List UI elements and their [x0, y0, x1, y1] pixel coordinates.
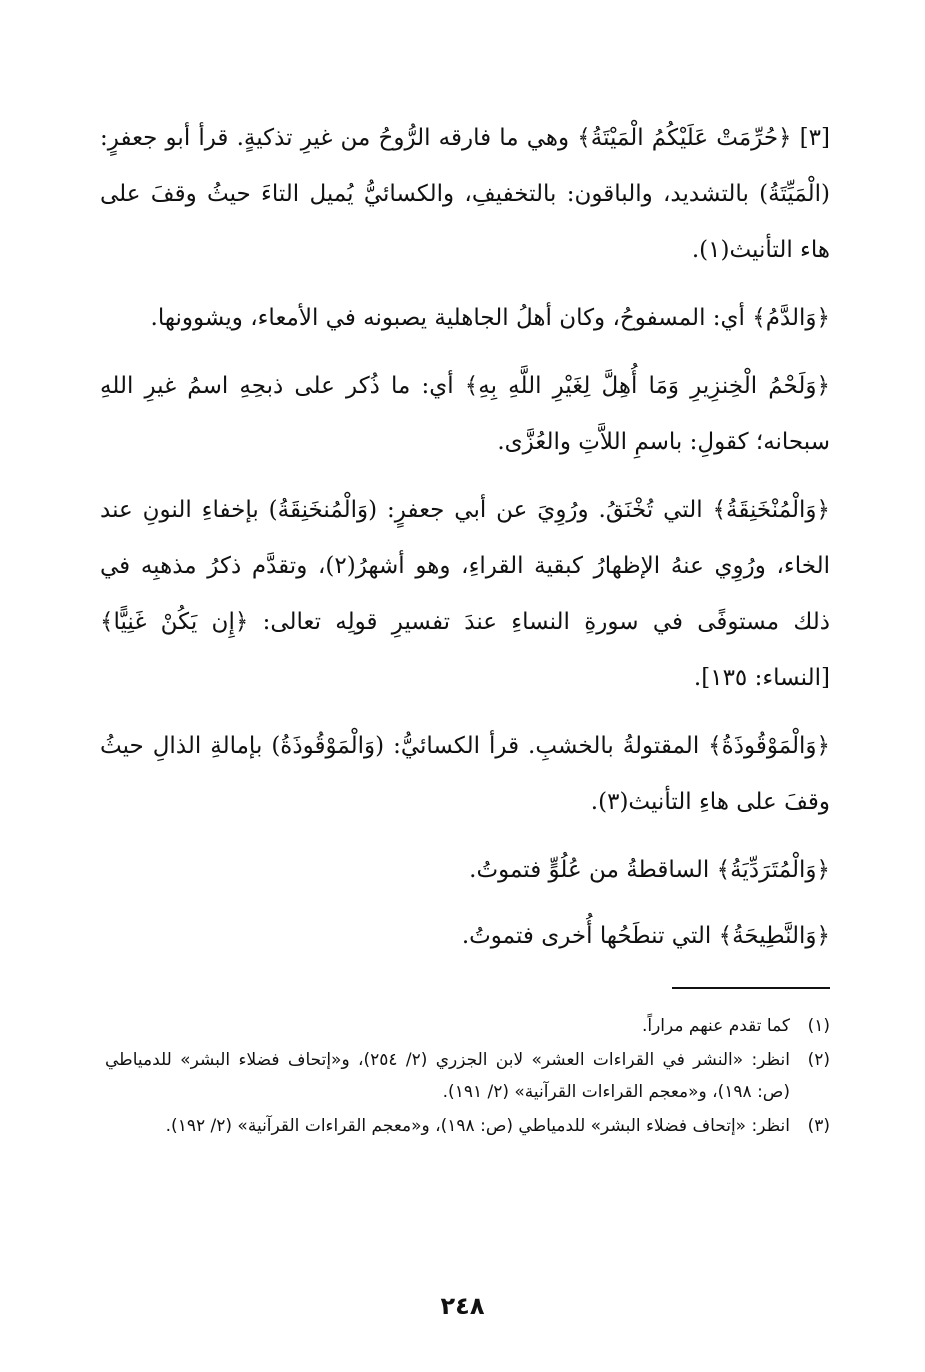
footnote-text: انظر: «إتحاف فضلاء البشر» للدمياطي (ص: ١٩٨)، و«معجم القراءات القرآنية» (٢/ ١٩٢).	[165, 1116, 790, 1136]
footnote-item	[105, 1044, 830, 1108]
paragraph-gored: ﴿وَالنَّطِيحَةُ﴾ التي تنطَحُها أُخرى فتموتُ.	[461, 923, 830, 949]
footnote-number: (١)	[807, 1016, 830, 1036]
paragraph-fallen: ﴿وَالْمُتَرَدِّيَةُ﴾ الساقطةُ من عُلُوٍّ فتموتُ.	[469, 857, 830, 883]
paragraph-beaten: ﴿وَالْمَوْقُوذَةُ﴾ المقتولةُ بالخشبِ. قرأ الكسائيُّ: (وَالْمَوْقُوذَةُ) بإمالةِ الذالِ حيثُ وقفَ على هاءِ التأنيث(٣).	[100, 733, 830, 815]
page-number: ٢٤٨	[440, 1292, 485, 1320]
footnote-separator	[672, 987, 830, 989]
paragraph-blood: ﴿وَالدَّمُ﴾ أي: المسفوحُ، وكان أهلُ الجاهلية يصبونه في الأمعاء، ويشوونها.	[150, 305, 830, 331]
paragraph-strangled: ﴿وَالْمُنْخَنِقَةُ﴾ التي تُخْنَقُ. ورُوِيَ عن أبي جعفرٍ: (وَالْمُنخَنِقَةُ) بإخفاءِ النونِ عند الخاء، ورُوِي عنهُ الإظهارُ كبقية القراءِ، وهو أشهرُ(٢)، وتقدَّم ذكرُ مذهبِه في ذلك مستوفًى في سورةِ النساءِ عندَ تفسيرِ قولِه تعالى: ﴿إِن يَكُنْ غَنِيًّا﴾ [النساء: ١٣٥].	[100, 497, 830, 691]
paragraph-verse-3-intro: [٣] ﴿حُرِّمَتْ عَلَيْكُمُ الْمَيْتَةُ﴾ وهي ما فارقه الرُّوحُ من غيرِ تذكيةٍ. قرأ أبو جعفرٍ: (الْمَيِّتَةُ) بالتشديد، والباقون: بالتخفيفِ، والكسائيُّ يُميل التاءَ حيثُ وقفَ على هاء التأنيث(١).	[100, 125, 830, 263]
footnote-text: كما تقدم عنهم مراراً.	[641, 1016, 790, 1036]
footnotes	[105, 1010, 830, 1144]
footnote-item	[105, 1010, 830, 1042]
paragraph-swine: ﴿وَلَحْمُ الْخِنزِيرِ وَمَا أُهِلَّ لِغَيْرِ اللَّهِ بِهِ﴾ أي: ما ذُكر على ذبحِهِ اسمُ غيرِ اللهِ سبحانه؛ كقولِ: باسمِ اللاَّتِ والعُزَّى.	[100, 373, 830, 455]
footnote-number: (٢)	[807, 1050, 830, 1070]
main-text	[100, 110, 830, 974]
footnote-text: انظر: «النشر في القراءات العشر» لابن الجزري (٢/ ٢٥٤)، و«إتحاف فضلاء البشر» للدمياطي (ص: ١٩٨)، و«معجم القراءات القرآنية» (٢/ ١٩١).	[105, 1050, 790, 1102]
footnote-item	[105, 1110, 830, 1142]
footnote-number: (٣)	[807, 1116, 830, 1136]
